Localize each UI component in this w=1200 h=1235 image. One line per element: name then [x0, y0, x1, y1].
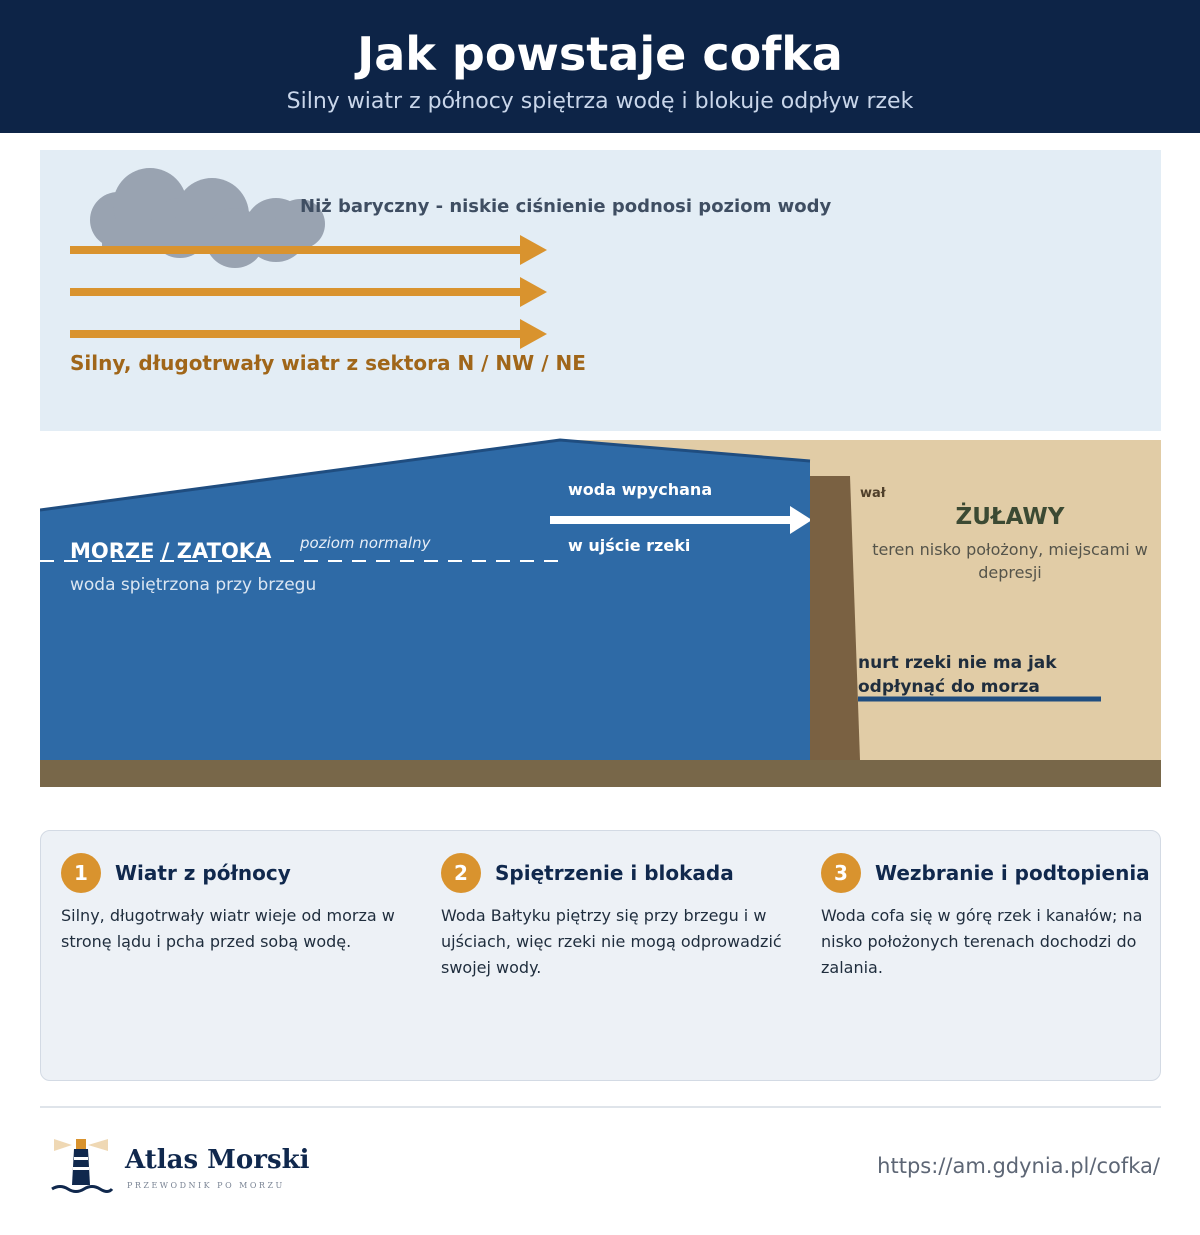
brand-logo[interactable] [50, 1135, 310, 1205]
wind-label: Silny, długotrwały wiatr z sektora N / NW / NE [70, 351, 586, 375]
page-subtitle: Silny wiatr z północy spiętrza wodę i blokuje odpływ rzek [286, 89, 914, 114]
footer-divider [40, 1106, 1161, 1108]
step-title: Wezbranie i podtopienia [875, 861, 1150, 885]
sea-label: MORZE / ZATOKA [70, 539, 272, 563]
header [0, 0, 1200, 133]
brand-tagline: PRZEWODNIK PO MORZU [127, 1181, 285, 1190]
river-label: nurt rzeki nie ma jak odpłynąć do morza [858, 653, 1057, 697]
lighthouse-icon [50, 1135, 120, 1201]
push-label-bottom: w ujście rzeki [568, 536, 691, 555]
step-text: Silny, długotrwały wiatr wieje od morza w stronę lądu i pcha przed sobą wodę. [61, 906, 395, 951]
normal-level-label: poziom normalny [300, 534, 431, 552]
step-number-badge: 3 [821, 853, 861, 893]
levee-label: wał [860, 486, 886, 501]
pressure-label: Niż baryczny - niskie ciśnienie podnosi poziom wody [300, 196, 832, 217]
brand-name: Atlas Morski [125, 1145, 310, 1175]
step-number-badge: 2 [441, 853, 481, 893]
source-url-link[interactable]: https://am.gdynia.pl/cofka/ [877, 1154, 1160, 1178]
sea-sublabel: woda spiętrzona przy brzegu [70, 575, 317, 595]
steps-panel [40, 830, 1161, 1081]
push-label-top: woda wpychana [568, 480, 713, 499]
land-label: ŻUŁAWY [955, 504, 1065, 530]
step-number-badge: 1 [61, 853, 101, 893]
page-title: Jak powstaje cofka [357, 27, 843, 81]
ground-strip [40, 760, 1161, 787]
wind-arrow-icon [70, 235, 547, 349]
step-title: Wiatr z północy [115, 861, 291, 885]
land-sublabel: teren nisko położony, miejscami w depresji [872, 540, 1148, 582]
step-text: Woda cofa się w górę rzek i kanałów; na nisko położonych terenach dochodzi do zalania. [821, 906, 1143, 977]
step-title: Spiętrzenie i blokada [495, 861, 734, 885]
step-text: Woda Bałtyku piętrzy się przy brzegu i w ujściach, więc rzeki nie mogą odprowadzić swojej wody. [441, 906, 782, 977]
storm-surge-diagram [40, 150, 1161, 790]
